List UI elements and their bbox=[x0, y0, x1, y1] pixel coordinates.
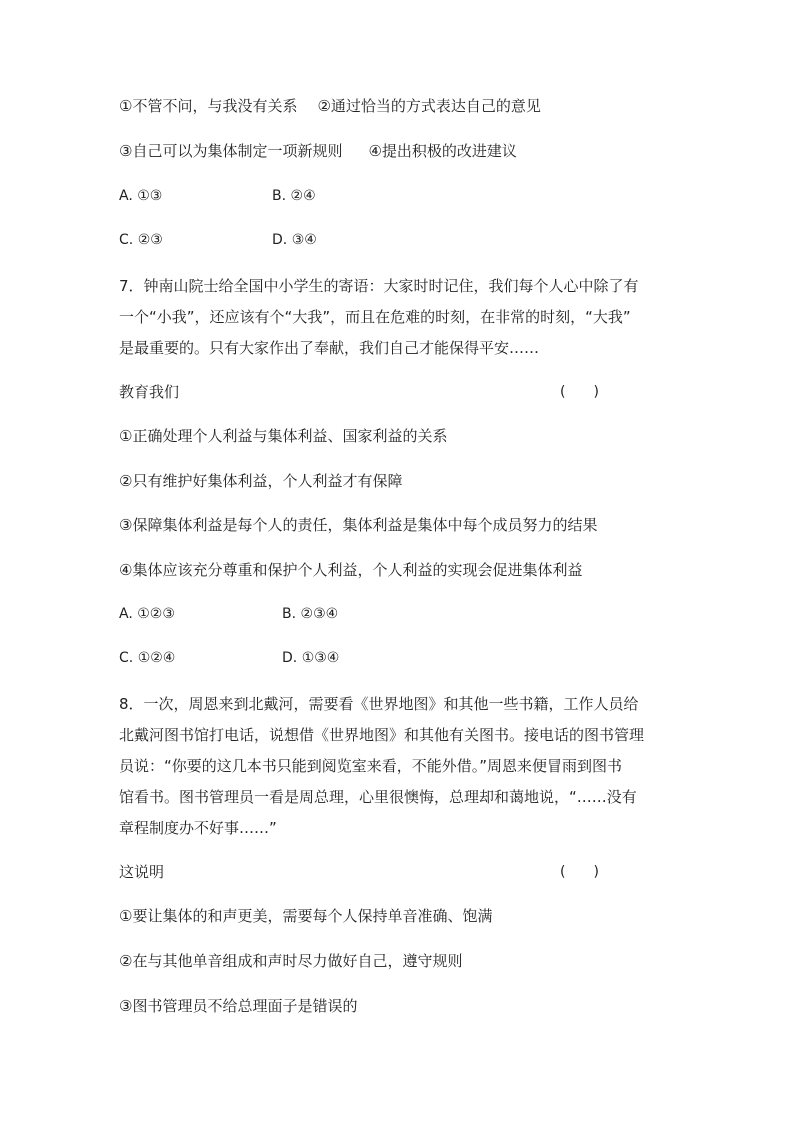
q6-option-c: C. ②③ bbox=[119, 232, 163, 248]
q6-statement-row-1 bbox=[119, 96, 679, 116]
q6-statement-2: ②通过恰当的方式表达自己的意见 bbox=[317, 97, 541, 115]
q7-stem-line-3: 是最重要的。只有大家作出了奉献，我们自己才能保得平安…… bbox=[119, 339, 540, 357]
q7-option-b: B. ②③④ bbox=[282, 606, 339, 622]
q7-statement-1: ①正确处理个人利益与集体利益、国家利益的关系 bbox=[119, 427, 448, 445]
q8-statement-2: ②在与其他单音组成和声时尽力做好自己，遵守规则 bbox=[119, 952, 463, 970]
q8-stem-line-3: 员说：“你要的这几本书只能到阅览室来看，不能外借。”周恩来便冒雨到图书 bbox=[119, 757, 623, 775]
q6-option-b: B. ②④ bbox=[272, 188, 316, 204]
q7-answer-paren: ( ) bbox=[560, 384, 599, 400]
q6-statement-4: ④提出积极的改进建议 bbox=[368, 142, 517, 160]
q7-statement-2: ②只有维护好集体利益，个人利益才有保障 bbox=[119, 472, 403, 490]
q8-prompt: 这说明 bbox=[119, 863, 165, 881]
q7-statement-4: ④集体应该充分尊重和保护个人利益，个人利益的实现会促进集体利益 bbox=[119, 561, 583, 579]
q6-option-a: A. ①③ bbox=[119, 188, 163, 204]
q7-option-d: D. ①③④ bbox=[282, 650, 340, 666]
q8-stem-line-5: 章程制度办不好事……” bbox=[119, 819, 277, 837]
q7-stem-line-2: 一个“小我”，还应该有个“大我”，而且在危难的时刻，在非常的时刻，“大我” bbox=[119, 308, 631, 326]
q8-statement-3: ③图书管理员不给总理面子是错误的 bbox=[119, 997, 358, 1015]
q6-option-d: D. ③④ bbox=[272, 232, 317, 248]
q8-stem-line-4: 馆看书。图书管理员一看是周总理，心里很懊悔，总理却和蔼地说，“……没有 bbox=[119, 788, 637, 806]
q8-statement-1: ①要让集体的和声更美，需要每个人保持单音准确、饱满 bbox=[119, 907, 493, 925]
q7-option-c: C. ①②④ bbox=[119, 650, 176, 666]
q8-answer-paren: ( ) bbox=[560, 864, 599, 880]
q8-stem-line-2: 北戴河图书馆打电话，说想借《世界地图》和其他有关图书。接电话的图书管理 bbox=[119, 726, 645, 744]
q8-stem-line-1: 8．一次，周恩来到北戴河，需要看《世界地图》和其他一些书籍，工作人员给 bbox=[119, 695, 639, 713]
q6-statement-1: ①不管不问，与我没有关系 bbox=[119, 97, 298, 115]
q7-stem-line-1: 7．钟南山院士给全国中小学生的寄语：大家时时记住，我们每个人心中除了有 bbox=[119, 277, 639, 295]
q7-statement-3: ③保障集体利益是每个人的责任，集体利益是集体中每个成员努力的结果 bbox=[119, 516, 598, 534]
q7-option-a: A. ①②③ bbox=[119, 606, 175, 622]
q6-statement-3: ③自己可以为集体制定一项新规则 bbox=[119, 142, 343, 160]
q6-statement-row-2 bbox=[119, 141, 679, 161]
q7-prompt: 教育我们 bbox=[119, 383, 180, 401]
